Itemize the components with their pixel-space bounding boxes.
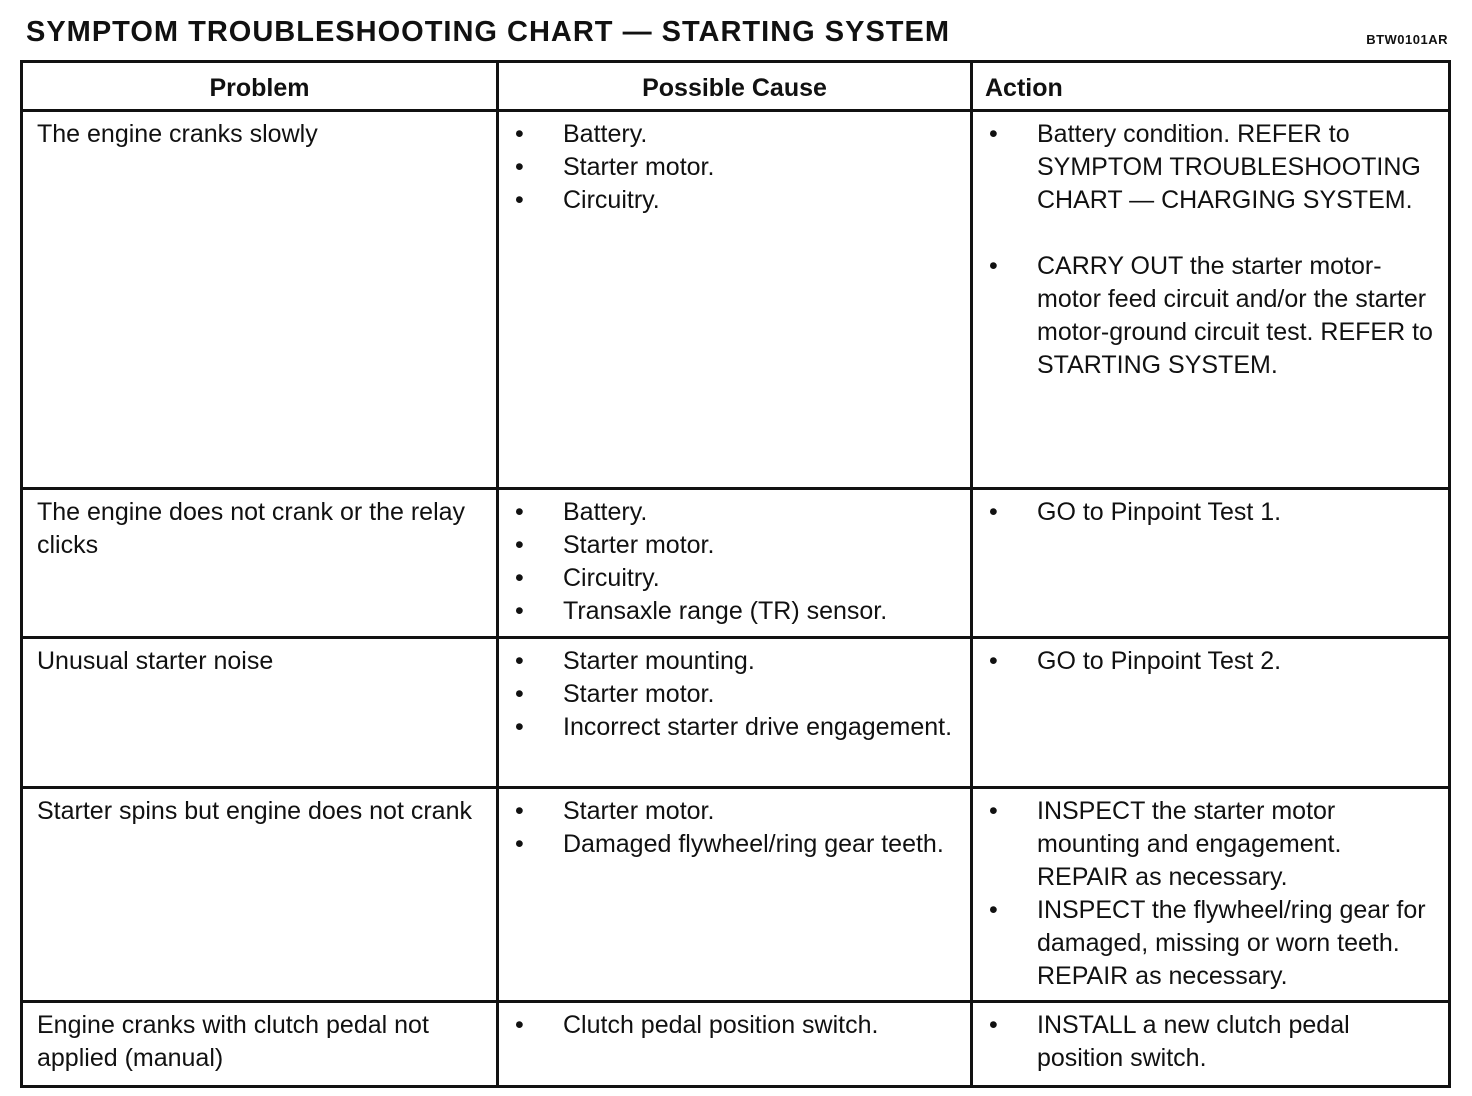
list-item [513,562,958,595]
bullet-icon: • [515,797,524,825]
cause-text: Circuitry. [563,564,660,592]
list-item [513,529,958,562]
action-cell [972,489,1450,638]
table-row [22,489,1450,638]
action-list [987,496,1436,529]
problem-cell: The engine cranks slowly [22,111,498,489]
bullet-icon: • [515,531,524,559]
list-item [987,795,1436,894]
bullet-icon: • [989,498,998,526]
action-cell [972,638,1450,788]
bullet-icon: • [515,713,524,741]
action-text: GO to Pinpoint Test 1. [1037,498,1282,526]
list-item [513,118,958,151]
action-text: Battery condition. REFER to SYMPTOM TROUBLESHOOTING CHART — CHARGING SYSTEM. [1037,120,1421,214]
list-item [987,645,1436,678]
action-list [987,795,1436,993]
action-cell [972,788,1450,1002]
cause-list [513,496,958,628]
bullet-icon: • [515,186,524,214]
list-item [987,894,1436,993]
action-text: INSPECT the starter motor mounting and engagement. REPAIR as necessary. [1037,797,1342,891]
list-item [513,711,958,744]
bullet-icon: • [515,680,524,708]
list-item [513,496,958,529]
cause-cell [498,489,972,638]
bullet-icon: • [515,564,524,592]
bullet-icon: • [989,647,998,675]
problem-cell: Engine cranks with clutch pedal not applied (manual) [22,1002,498,1087]
list-item [987,1009,1436,1075]
bullet-icon: • [515,830,524,858]
cause-text: Starter motor. [563,153,715,181]
cause-text: Circuitry. [563,186,660,214]
table-row [22,788,1450,1002]
list-item [513,1009,958,1042]
action-text: INSTALL a new clutch pedal position switch. [1037,1011,1350,1072]
table-row [22,111,1450,489]
bullet-icon: • [989,252,998,280]
bullet-icon: • [515,120,524,148]
list-item [513,678,958,711]
cause-text: Clutch pedal position switch. [563,1011,879,1039]
action-cell [972,111,1450,489]
list-item [513,151,958,184]
problem-cell: Starter spins but engine does not crank [22,788,498,1002]
troubleshooting-table [20,60,1451,1088]
list-item [513,828,958,861]
action-text: CARRY OUT the starter motor-motor feed circuit and/or the starter motor-ground circuit test. REFER to STARTING SYSTEM. [1037,252,1433,379]
list-item [513,645,958,678]
cause-text: Starter motor. [563,680,715,708]
cause-list [513,645,958,744]
cause-list [513,795,958,861]
cause-text: Battery. [563,120,648,148]
cause-cell [498,1002,972,1087]
problem-cell: The engine does not crank or the relay clicks [22,489,498,638]
bullet-icon: • [989,896,998,924]
list-item [513,595,958,628]
cause-text: Incorrect starter drive engagement. [563,713,953,741]
cause-text: Starter motor. [563,797,715,825]
cause-list [513,1009,958,1042]
column-header-action: Action [972,62,1450,111]
list-item [987,118,1436,217]
bullet-icon: • [989,797,998,825]
chart-title: SYMPTOM TROUBLESHOOTING CHART — STARTING SYSTEM [26,16,950,48]
action-cell [972,1002,1450,1087]
column-header-problem: Problem [22,62,498,111]
action-text: INSPECT the flywheel/ring gear for damaged, missing or worn teeth. REPAIR as necessary. [1037,896,1426,990]
cause-cell [498,111,972,489]
action-list [987,1009,1436,1075]
bullet-icon: • [515,1011,524,1039]
action-list [987,645,1436,678]
cause-text: Starter motor. [563,531,715,559]
table-row [22,638,1450,788]
figure-code: BTW0101AR [1366,32,1448,47]
cause-text: Transaxle range (TR) sensor. [563,597,888,625]
bullet-icon: • [989,1011,998,1039]
cause-text: Battery. [563,498,648,526]
list-item [513,795,958,828]
action-text: GO to Pinpoint Test 2. [1037,647,1282,675]
cause-list [513,118,958,217]
list-item [987,250,1436,382]
bullet-icon: • [515,153,524,181]
column-header-possible-cause: Possible Cause [498,62,972,111]
bullet-icon: • [515,647,524,675]
cause-cell [498,638,972,788]
list-item [987,496,1436,529]
cause-text: Damaged flywheel/ring gear teeth. [563,830,944,858]
table-header-row [22,62,1450,111]
chart-header [26,14,1450,58]
bullet-icon: • [989,120,998,148]
cause-text: Starter mounting. [563,647,755,675]
bullet-icon: • [515,498,524,526]
table-row [22,1002,1450,1087]
problem-cell: Unusual starter noise [22,638,498,788]
list-item [513,184,958,217]
action-list [987,118,1436,382]
cause-cell [498,788,972,1002]
bullet-icon: • [515,597,524,625]
